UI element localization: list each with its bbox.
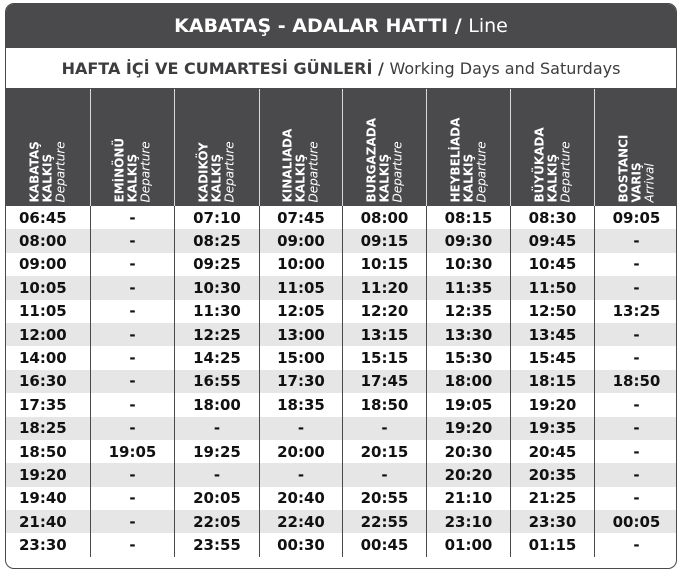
time-cell: 11:35 [427,276,511,299]
time-cell: 18:50 [6,440,91,463]
station-name: KINALIADA [280,128,295,202]
time-cell: 11:20 [343,276,427,299]
time-cell: - [633,442,640,461]
station-name: KABATAŞ [27,140,42,202]
timetable-body [6,206,677,557]
column-header-label [449,93,488,202]
time-cell: - [91,229,175,252]
column-header-label [282,93,321,202]
time-cell: 09:00 [260,229,343,252]
time-cell: 20:55 [343,487,427,510]
time-cell: 23:30 [6,533,91,556]
table-row [6,440,677,463]
time-cell: - [91,417,175,440]
time-cell: 09:15 [343,229,427,252]
time-cell: 23:55 [175,533,260,556]
time-cell: 11:30 [175,300,260,323]
time-cell: - [633,465,640,484]
time-cell: - [91,253,175,276]
time-cell: 18:00 [175,393,260,416]
column-header [91,89,175,206]
time-cell: 19:35 [511,417,595,440]
time-cell: 20:00 [260,440,343,463]
table-row [6,417,677,440]
table-row [6,510,677,533]
time-cell: - [633,325,640,344]
column-header-row [6,89,677,206]
timetable-title [6,4,676,48]
table-row [6,487,677,510]
time-cell: 11:05 [6,300,91,323]
time-cell: 15:00 [260,346,343,369]
table-row [6,370,677,393]
time-cell: 19:40 [6,487,91,510]
time-cell: 17:30 [260,370,343,393]
time-cell: - [633,536,640,555]
departure-type-tr: KALKIŞ [40,153,55,202]
time-cell: 12:00 [6,323,91,346]
time-cell: - [633,349,640,368]
time-cell: 18:50 [612,372,661,391]
time-cell: 09:00 [6,253,91,276]
column-header [6,89,91,206]
departure-type-tr: KALKIŞ [209,153,224,202]
time-cell: - [633,255,640,274]
station-name: EMİNÖNÜ [112,137,126,202]
time-cell: 20:15 [343,440,427,463]
departure-type-tr: KALKIŞ [545,153,559,202]
time-cell: 14:00 [6,346,91,369]
station-name: KADIKÖY [196,141,211,202]
time-cell: 18:35 [260,393,343,416]
time-cell: 19:05 [427,393,511,416]
table-row [6,206,677,229]
departure-type-en: Arrival [642,162,656,202]
time-cell: - [91,463,175,486]
table-row [6,300,677,323]
table-row [6,229,677,252]
column-header [175,89,260,206]
departure-type-en: Departure [474,140,488,202]
time-cell: - [91,533,175,556]
time-cell: 17:45 [343,370,427,393]
time-cell: 19:05 [91,440,175,463]
time-cell: 07:45 [260,206,343,229]
time-cell: - [91,346,175,369]
time-cell: - [633,395,640,414]
time-cell: 12:50 [511,300,595,323]
time-cell: 21:10 [427,487,511,510]
time-cell: 18:00 [427,370,511,393]
table-row [6,253,677,276]
time-cell: - [633,489,640,508]
time-cell: 12:25 [175,323,260,346]
column-header [595,89,677,206]
time-cell: 10:30 [175,276,260,299]
time-cell: 14:25 [175,346,260,369]
departure-type-en: Departure [222,140,237,202]
time-cell: 01:15 [511,533,595,556]
station-name: HEYBELİADA [448,117,462,202]
subtitle-separator: / [372,58,390,78]
time-cell: - [91,370,175,393]
time-cell: 21:40 [6,510,91,533]
time-cell: 09:25 [175,253,260,276]
time-cell: - [633,278,640,297]
title-line-name: KABATAŞ - ADALAR HATTI [174,15,449,37]
subtitle-days-en: Working Days and Saturdays [389,58,621,78]
departure-type-tr: VARIŞ [629,161,643,202]
time-cell: 09:05 [612,208,661,227]
time-cell: - [260,463,343,486]
time-cell: 10:05 [6,276,91,299]
time-cell: 23:10 [427,510,511,533]
time-cell: 13:45 [511,323,595,346]
time-cell: - [91,323,175,346]
time-cell: 11:05 [260,276,343,299]
timetable-sheet [5,3,677,569]
time-cell: 09:45 [511,229,595,252]
time-cell: - [633,419,640,438]
departure-type-en: Departure [390,140,404,202]
station-name: BURGAZADA [364,117,378,202]
time-cell: - [91,510,175,533]
column-header-label [113,93,152,202]
time-cell: 21:25 [511,487,595,510]
time-cell: - [343,463,427,486]
subtitle-days-tr: HAFTA İÇİ VE CUMARTESİ GÜNLERİ [61,58,373,78]
time-cell: 13:15 [343,323,427,346]
time-cell: - [633,232,640,251]
time-cell: - [343,417,427,440]
title-separator: / [448,15,469,37]
time-cell: 19:20 [427,417,511,440]
time-cell: 00:45 [343,533,427,556]
time-cell: 20:45 [511,440,595,463]
time-cell: - [91,487,175,510]
time-cell: - [260,417,343,440]
departure-type-tr: KALKIŞ [377,153,391,202]
time-cell: 22:55 [343,510,427,533]
time-cell: 15:45 [511,346,595,369]
column-header [511,89,595,206]
time-cell: 08:30 [511,206,595,229]
departure-type-tr: KALKIŞ [125,153,139,202]
time-cell: - [91,206,175,229]
table-row [6,346,677,369]
column-header-label [365,93,404,202]
time-cell: 20:20 [427,463,511,486]
time-cell: - [91,393,175,416]
time-cell: 08:25 [175,229,260,252]
time-cell: 07:10 [175,206,260,229]
time-cell: 10:45 [511,253,595,276]
time-cell: 08:15 [427,206,511,229]
column-header-label [198,93,237,202]
time-cell: 00:30 [260,533,343,556]
time-cell: 19:25 [175,440,260,463]
time-cell: 17:35 [6,393,91,416]
time-cell: 23:30 [511,510,595,533]
time-cell: 16:30 [6,370,91,393]
column-header [260,89,343,206]
column-header [343,89,427,206]
time-cell: 13:00 [260,323,343,346]
time-cell: 19:20 [6,463,91,486]
table-row [6,533,677,556]
time-cell: 13:30 [427,323,511,346]
column-header-label [617,93,656,202]
time-cell: - [175,463,260,486]
time-cell: - [175,417,260,440]
time-cell: 15:15 [343,346,427,369]
column-header [427,89,511,206]
title-line-word: Line [468,15,508,37]
table-row [6,323,677,346]
time-cell: 06:45 [6,206,91,229]
time-cell: 18:25 [6,417,91,440]
departure-type-en: Departure [306,140,321,202]
time-cell: 16:55 [175,370,260,393]
time-cell: 08:00 [6,229,91,252]
time-cell: 20:40 [260,487,343,510]
time-cell: 10:15 [343,253,427,276]
time-cell: 13:25 [612,302,661,321]
time-cell: 08:00 [343,206,427,229]
time-cell: 18:50 [343,393,427,416]
time-cell: 10:30 [427,253,511,276]
time-cell: 09:30 [427,229,511,252]
departure-type-en: Departure [558,140,572,202]
time-cell: - [91,300,175,323]
departure-type-en: Departure [138,140,152,202]
timetable-subtitle [6,48,676,89]
time-cell: 22:40 [260,510,343,533]
time-cell: 01:00 [427,533,511,556]
column-header-label [29,93,68,202]
table-row [6,463,677,486]
time-cell: 12:05 [260,300,343,323]
time-cell: 11:50 [511,276,595,299]
time-cell: 22:05 [175,510,260,533]
time-cell: 20:35 [511,463,595,486]
time-cell: 19:20 [511,393,595,416]
time-cell: 20:05 [175,487,260,510]
time-cell: 12:20 [343,300,427,323]
column-header-label [533,93,572,202]
table-row [6,393,677,416]
time-cell: 10:00 [260,253,343,276]
departure-type-tr: KALKIŞ [461,153,475,202]
time-cell: 00:05 [612,512,661,531]
departure-type-tr: KALKIŞ [293,153,308,202]
table-row [6,276,677,299]
time-cell: 15:30 [427,346,511,369]
station-name: BOSTANCI [616,134,630,202]
time-cell: - [91,276,175,299]
time-cell: 20:30 [427,440,511,463]
departure-type-en: Departure [53,140,68,202]
time-cell: 12:35 [427,300,511,323]
time-cell: 18:15 [511,370,595,393]
station-name: BÜYÜKADA [532,126,546,202]
